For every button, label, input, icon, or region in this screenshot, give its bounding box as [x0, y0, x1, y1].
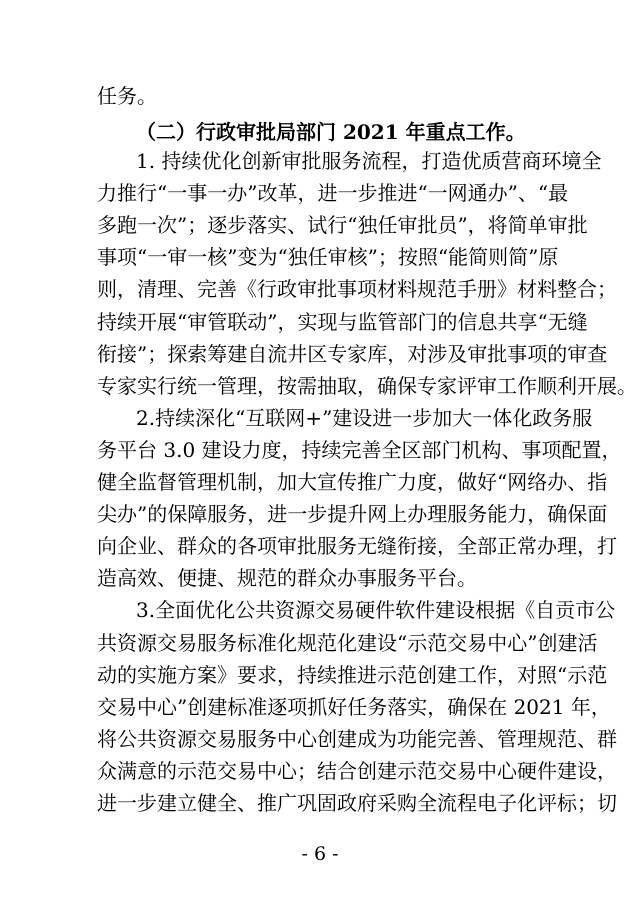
paragraph-2-line: 尖办”的保障服务，进一步提升网上办理服务能力，确保面 — [97, 502, 608, 526]
paragraph-3-line: 3.全面优化公共资源交易硬件软件建设根据《自贡市公 — [136, 598, 616, 622]
section-heading: （二）行政审批局部门 2021 年重点工作。 — [136, 120, 526, 144]
paragraph-2-line: 2.持续深化“互联网+”建设进一步加大一体化政务服 — [136, 406, 593, 430]
top-line: 任务。 — [97, 84, 157, 108]
paragraph-1-line: 专家实行统一管理，按需抽取，确保专家评审工作顺利开展。 — [97, 374, 637, 398]
paragraph-2-line: 健全监督管理机制，加大宣传推广力度，做好“网络办、指 — [97, 470, 608, 494]
paragraph-1-line: 则，清理、完善《行政审批事项材料规范手册》材料整合； — [97, 277, 617, 301]
paragraph-1-line: 多跑一次”；逐步落实、试行“独任审批员”，将简单审批 — [97, 213, 588, 237]
paragraph-3-line: 共资源交易服务标准化规范化建设“示范交易中心”创建活 — [97, 631, 598, 655]
paragraph-1-line: 事项“一审一核”变为“独任审核”；按照“能简则简”原 — [97, 245, 559, 269]
paragraph-3-line: 交易中心”创建标准逐项抓好任务落实，确保在 2021 年， — [97, 695, 611, 719]
page-number: - 6 - — [301, 843, 339, 865]
paragraph-2-line: 务平台 3.0 建设力度，持续完善全区部门机构、事项配置， — [97, 438, 622, 462]
paragraph-2-line: 向企业、群众的各项审批服务无缝衔接，全部正常办理，打 — [97, 534, 617, 558]
paragraph-3-line: 将公共资源交易服务中心创建成为功能完善、管理规范、群 — [97, 727, 617, 751]
paragraph-1-line: 持续开展“审管联动”，实现与监管部门的信息共享“无缝 — [97, 310, 588, 334]
paragraph-1-line: 衔接”；探索筹建自流井区专家库，对涉及审批事项的审查 — [97, 342, 608, 366]
paragraph-3-line: 进一步建立健全、推广巩固政府采购全流程电子化评标；切 — [97, 791, 617, 815]
paragraph-3-line: 众满意的示范交易中心；结合创建示范交易中心硬件建设， — [97, 759, 617, 783]
paragraph-2-line: 造高效、便捷、规范的群众办事服务平台。 — [97, 566, 477, 590]
paragraph-1-line: 1. 持续优化创新审批服务流程，打造优质营商环境全 — [136, 149, 602, 173]
paragraph-3-line: 动的实施方案》要求，持续推进示范创建工作，对照“示范 — [97, 663, 608, 687]
paragraph-1-line: 力推行“一事一办”改革，进一步推进“一网通办”、“最 — [97, 181, 569, 205]
